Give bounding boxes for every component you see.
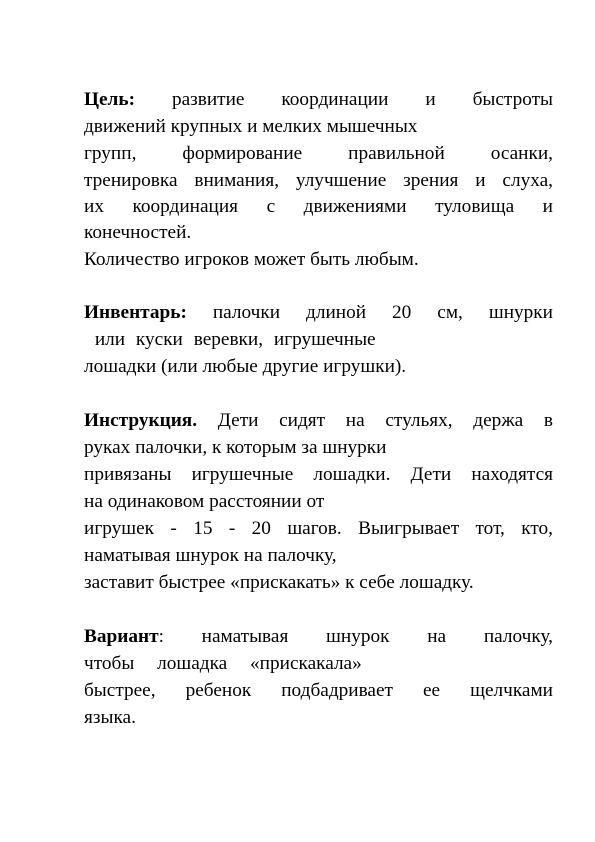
instruction-line-4: на одинаковом расстоянии от: [84, 491, 325, 512]
variant-label: Вариант: [84, 626, 159, 647]
instruction-text-1: Дети сидят на стульях, держа в: [217, 410, 553, 431]
inventory-line-1: [84, 300, 553, 326]
inventory-line-3: лошадки (или любые другие игрушки).: [84, 356, 407, 377]
goal-line-4: тренировка внимания, улучшение зрения и слуха,: [84, 170, 553, 191]
goal-label: Цель:: [84, 89, 135, 110]
variant-line-4: языка.: [84, 707, 136, 728]
instruction-line-5: игрушек - 15 - 20 шагов. Выигрывает тот, кто,: [84, 518, 553, 539]
instruction-line-3: привязаны игрушечные лошадки. Дети находятся: [84, 464, 553, 485]
instruction-line-1: [84, 408, 553, 434]
instruction-label: Инструкция.: [84, 410, 198, 431]
goal-line-7: Количество игроков может быть любым.: [84, 249, 419, 270]
goal-line-3: групп, формирование правильной осанки,: [84, 143, 553, 164]
instruction-line-2: руках палочки, к которым за шнурки: [84, 437, 387, 458]
variant-line-1: [84, 624, 553, 650]
inventory-text-1: палочки длиной 20 см, шнурки: [212, 302, 553, 323]
inventory-label: Инвентарь:: [84, 302, 187, 323]
inventory-line-2: или куски веревки, игрушечные: [84, 329, 376, 350]
variant-label-group: [84, 626, 164, 647]
instruction-line-7: заставит быстрее «прискакать» к себе лошадку.: [84, 572, 474, 593]
goal-line-6: конечностей.: [84, 222, 192, 243]
variant-line-2: чтобы лошадка «прискакала»: [84, 653, 362, 674]
goal-line-1: [84, 87, 553, 113]
goal-line-2: движений крупных и мелких мышечных: [84, 116, 418, 137]
variant-colon: :: [158, 626, 164, 647]
variant-text-1: наматывая шнурок на палочку,: [201, 626, 553, 647]
goal-line-5: их координация с движениями туловища и: [84, 196, 553, 217]
goal-text-1: развитие координации и быстроты: [171, 89, 553, 110]
variant-line-3: быстрее, ребенок подбадривает ее щелчками: [84, 680, 553, 701]
instruction-line-6: наматывая шнурок на палочку,: [84, 545, 337, 566]
